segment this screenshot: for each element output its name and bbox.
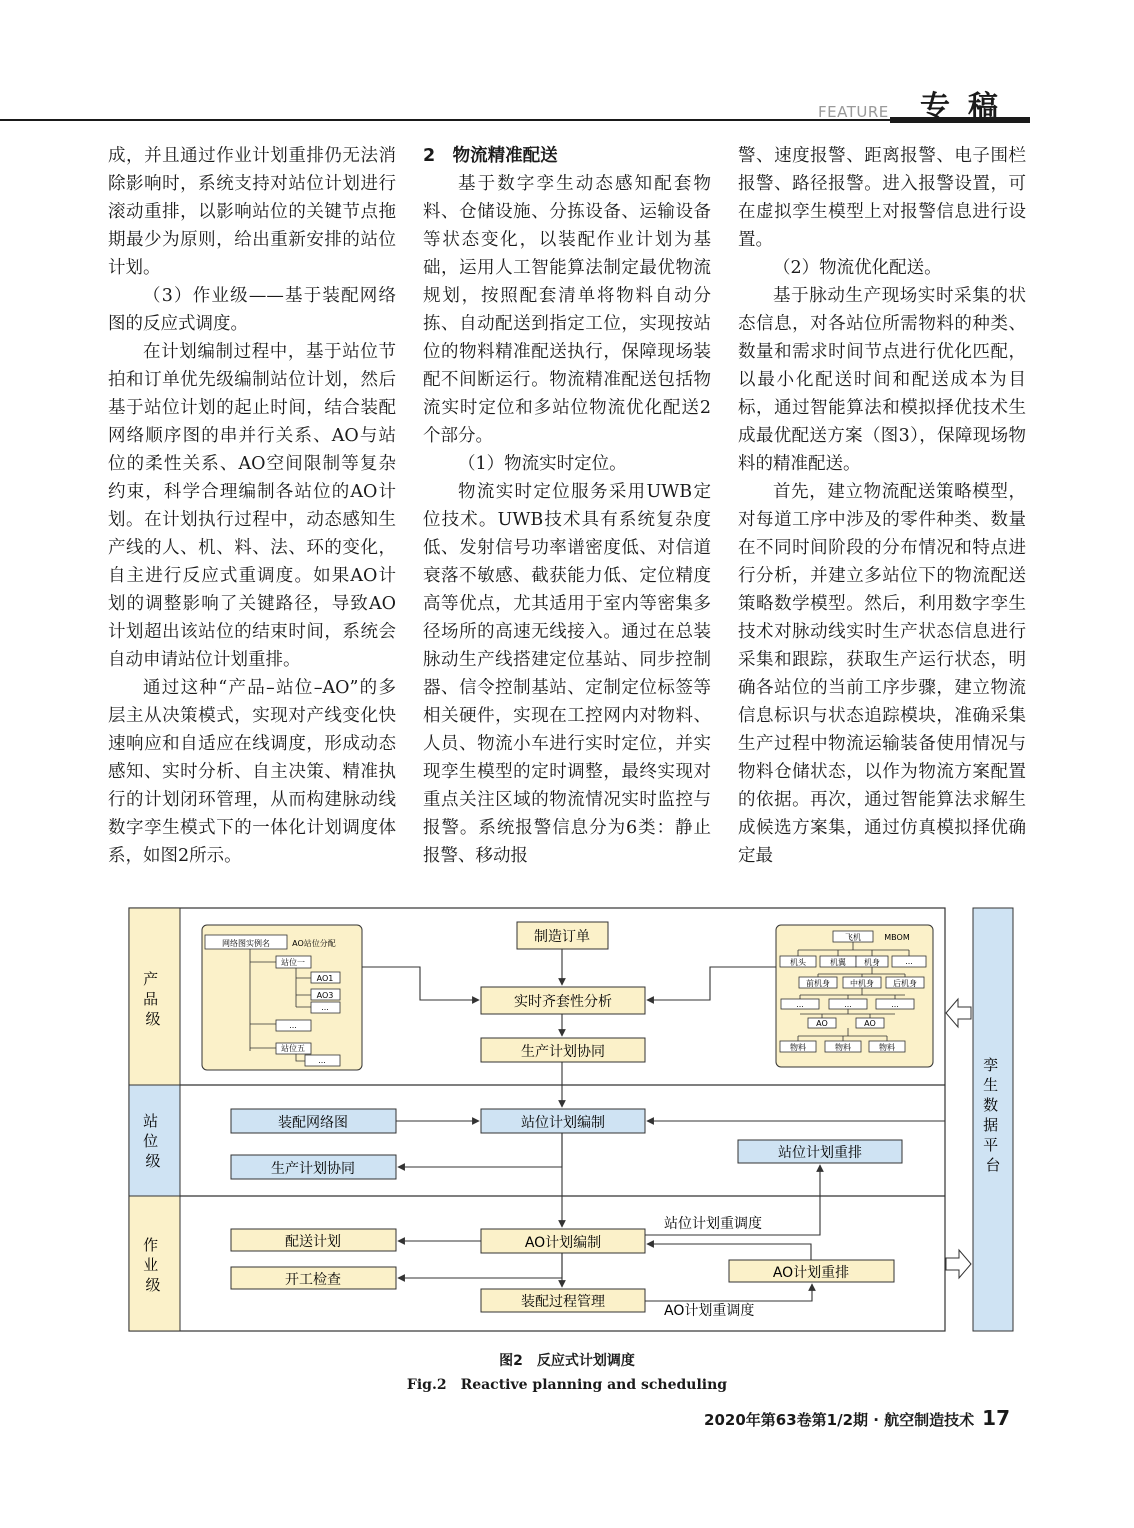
- paragraph: （3）作业级——基于装配网络图的反应式调度。: [108, 286, 396, 334]
- mbom-body: 机身: [864, 958, 880, 967]
- journal-info: 2020年第63卷第1/2期 · 航空制造技术: [704, 1411, 975, 1429]
- svg-text:制造订单: 制造订单: [534, 929, 590, 945]
- paragraph: 在计划编制过程中，基于站位节拍和订单优先级编制站位计划，然后基于站位计划的起止时间，结合装配网络顺序图的串并行关系、AO与站位的柔性关系、AO空间限制等复杂约束，科学合理编制各站位的AO计划。在计划执行过程中，动态感知生产线的人、机、料、法、环的变化，自主进行反应式重调度。如果AO计划的调整影响了关键路径，导致AO计划超出该站位的结束时间，系统会自动申请站位计划重排。: [108, 342, 396, 670]
- paragraph: 警、速度报警、距离报警、电子围栏报警、路径报警。进入报警设置，可在虚拟孪生模型上对报警信息进行设置。: [738, 146, 1026, 250]
- svg-text:AO计划重排: AO计划重排: [772, 1265, 850, 1281]
- mbom-title: MBOM: [884, 933, 910, 942]
- paragraph: （2）物流优化配送。: [773, 258, 942, 278]
- net-ao-alloc-title: AO站位分配: [292, 939, 336, 948]
- feature-label: FEATURE: [818, 103, 889, 121]
- page-footer: [704, 1406, 1010, 1430]
- page-number: 17: [982, 1406, 1010, 1430]
- level-label-product: 产 品 级: [143, 970, 161, 1028]
- platform-label: 孪 生 数 据 平 台: [983, 1056, 1001, 1174]
- svg-text:装配网络图: 装配网络图: [278, 1115, 348, 1131]
- mbom-plane: 飞机: [845, 933, 861, 942]
- platform-input-arrow: [946, 999, 971, 1027]
- net-dots: ...: [289, 1021, 297, 1030]
- text-column-middle: [423, 142, 711, 870]
- paragraph: 首先，建立物流配送策略模型，对每道工序中涉及的零件种类、数量在不同时间阶段的分布情况和特点进行分析，并建立多站位下的物流配送策略数学模型。然后，利用数字孪生技术对脉动线实时生产状态信息进行采集和跟踪，获取生产运行状态，明确各站位的当前工序步骤，建立物流信息标识与状态追踪模块，准确采集生产过程中物流运输装备使用情况与物料仓储状态，以作为物流方案配置的依据。再次，通过智能算法求解生成候选方案集，通过仿真模拟择优确定最: [738, 482, 1026, 866]
- mbom-front: 前机身: [806, 979, 830, 988]
- column-title: 专稿: [920, 90, 1016, 125]
- section-heading: 2 物流精准配送: [423, 146, 558, 166]
- mbom-dots: ...: [844, 1000, 852, 1009]
- mbom-material: 物料: [879, 1043, 895, 1052]
- text-column-left: [108, 142, 396, 870]
- net-ao3: AO3: [316, 991, 334, 1000]
- mbom-material: 物料: [790, 1043, 806, 1052]
- level-label-work: 作 业 级: [143, 1236, 161, 1294]
- svg-text:配送计划: 配送计划: [285, 1234, 341, 1250]
- label-station-resched: 站位计划重调度: [664, 1216, 762, 1232]
- svg-text:生产计划协同: 生产计划协同: [521, 1044, 605, 1060]
- net-instance-title: 网络图实例名: [222, 939, 270, 948]
- label-ao-resched: AO计划重调度: [664, 1303, 755, 1319]
- text-column-right: [738, 142, 1026, 870]
- svg-text:开工检查: 开工检查: [285, 1272, 341, 1288]
- mbom-material: 物料: [835, 1043, 851, 1052]
- svg-text:站位计划编制: 站位计划编制: [521, 1115, 605, 1131]
- net-ao1: AO1: [316, 974, 334, 983]
- net-station-1: 站位一: [281, 958, 305, 967]
- paragraph: 物流实时定位服务采用UWB定位技术。UWB技术具有系统复杂度低、发射信号功率谱密度低、对信道衰落不敏感、截获能力低、定位精度高等优点，尤其适用于室内等密集多径场所的高速无线接入。通过在总装脉动生产线搭建定位基站、同步控制器、信令控制基站、定制定位标签等相关硬件，实现在工控网内对物料、人员、物流小车进行实时定位，并实现孪生模型的定时调整，最终实现对重点关注区域的物流情况实时监控与报警。系统报警信息分为6类：静止报警、移动报: [423, 482, 711, 866]
- mbom-dots: ...: [796, 1000, 804, 1009]
- figure-caption-en: Fig.2 Reactive planning and scheduling: [406, 1377, 728, 1393]
- platform-output-arrow: [946, 1250, 971, 1278]
- figure-caption-zh: 图2 反应式计划调度: [499, 1353, 635, 1369]
- paragraph: 基于数字孪生动态感知配套物料、仓储设施、分拣设备、运输设备等状态变化，以装配作业计划为基础，运用人工智能算法制定最优物流规划，按照配套清单将物料自动分拣、自动配送到指定工位，实现按站位的物料精准配送执行，保障现场装配不间断运行。物流精准配送包括物流实时定位和多站位物流优化配送2个部分。: [423, 174, 711, 446]
- net-dots: ...: [321, 1003, 329, 1012]
- mbom-nose: 机头: [790, 958, 806, 967]
- figure-2-diagram: [0, 900, 1134, 1340]
- paragraph: 通过这种“产品–站位–AO”的多层主从决策模式，实现对产线变化快速响应和自适应在线调度，形成动态感知、实时分析、自主决策、精准执行的计划闭环管理，从而构建脉动线数字孪生模式下的一体化计划调度体系，如图2所示。: [108, 678, 396, 866]
- svg-text:实时齐套性分析: 实时齐套性分析: [514, 994, 612, 1010]
- svg-text:装配过程管理: 装配过程管理: [521, 1294, 605, 1310]
- net-station-5: 站位五: [281, 1044, 305, 1053]
- net-dots: ...: [318, 1056, 326, 1065]
- level-label-station: 站 位 级: [143, 1112, 161, 1170]
- mbom-rear: 后机身: [893, 979, 917, 988]
- paragraph: 成，并且通过作业计划重排仍无法消除影响时，系统支持对站位计划进行滚动重排，以影响站位的关键节点拖期最少为原则，给出重新安排的站位计划。: [108, 146, 396, 278]
- mbom-dots: ...: [905, 957, 913, 966]
- svg-text:AO计划编制: AO计划编制: [524, 1235, 602, 1251]
- svg-text:生产计划协同: 生产计划协同: [271, 1161, 355, 1177]
- mbom-wing: 机翼: [830, 958, 846, 967]
- paragraph: 基于脉动生产现场实时采集的状态信息，对各站位所需物料的种类、数量和需求时间节点进行优化匹配，以最小化配送时间和配送成本为目标，通过智能算法和模拟择优技术生成最优配送方案（图3），保障现场物料的精准配送。: [738, 286, 1026, 474]
- mbom-dots: ...: [891, 1000, 899, 1009]
- svg-text:站位计划重排: 站位计划重排: [778, 1145, 862, 1161]
- mbom-mid: 中机身: [850, 979, 874, 988]
- paragraph: （1）物流实时定位。: [458, 454, 627, 474]
- mbom-ao: AO: [816, 1019, 828, 1028]
- mbom-ao: AO: [864, 1019, 876, 1028]
